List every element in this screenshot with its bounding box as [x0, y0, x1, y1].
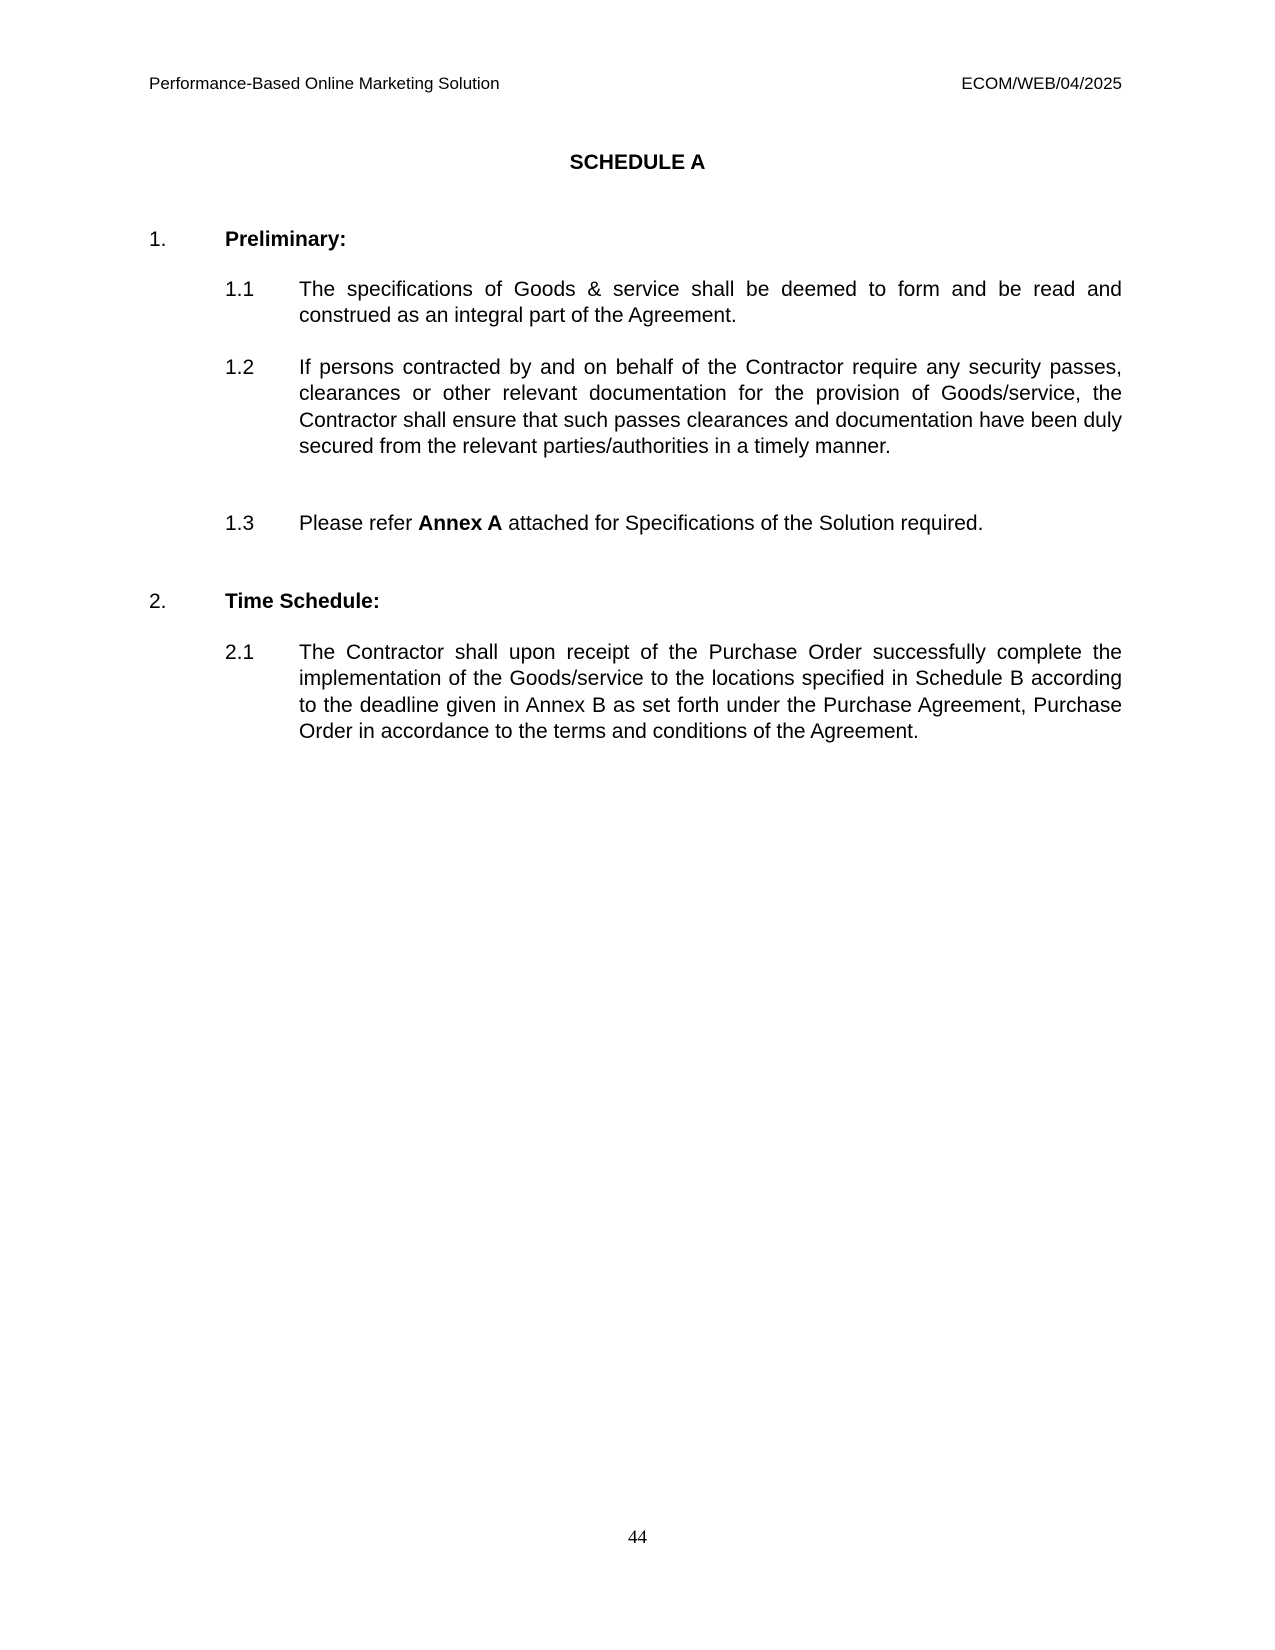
clause-2-1-text: The Contractor shall upon receipt of the Purchase Order successfully complete the implementation of the Goods/service to the locations specified in Schedule B according to the deadline given in Annex B as set forth under the Purchase Agreement, Purchase Order in accordance to the terms and conditions of the Agreement.: [299, 641, 1122, 743]
clause-1-2-text: If persons contracted by and on behalf of the Contractor require any security passes, clearances or other relevant documentation for the provision of Goods/service, the Contractor shall ensure that such passes clearances and documentation have been duly secured from the relevant parties/authorities in a timely manner.: [299, 356, 1122, 458]
annex-a-reference: Annex A: [418, 512, 503, 535]
header-document-title: Performance-Based Online Marketing Solution: [149, 74, 500, 93]
section-1-number: 1.: [149, 228, 167, 251]
clause-1-1-number: 1.1: [225, 278, 255, 301]
clause-1-1-text: The specifications of Goods & service shall be deemed to form and be read and construed as an integral part of the Agreement.: [299, 278, 1122, 328]
page-number: 44: [628, 1527, 647, 1548]
clause-1-3-text: [299, 511, 1122, 537]
page-title: SCHEDULE A: [569, 151, 706, 174]
clause-2-1-number: 2.1: [225, 641, 255, 664]
section-2-number: 2.: [149, 590, 167, 613]
clause-1-3-text-before: Please refer: [299, 512, 419, 535]
clause-1-2-number: 1.2: [225, 356, 255, 379]
clause-1-3-text-after: attached for Specifications of the Solution required.: [502, 512, 984, 535]
clause-1-3-number: 1.3: [225, 512, 255, 535]
header-reference-number: ECOM/WEB/04/2025: [961, 74, 1122, 93]
section-2-title: Time Schedule:: [225, 590, 380, 613]
section-1-title: Preliminary:: [225, 228, 347, 251]
